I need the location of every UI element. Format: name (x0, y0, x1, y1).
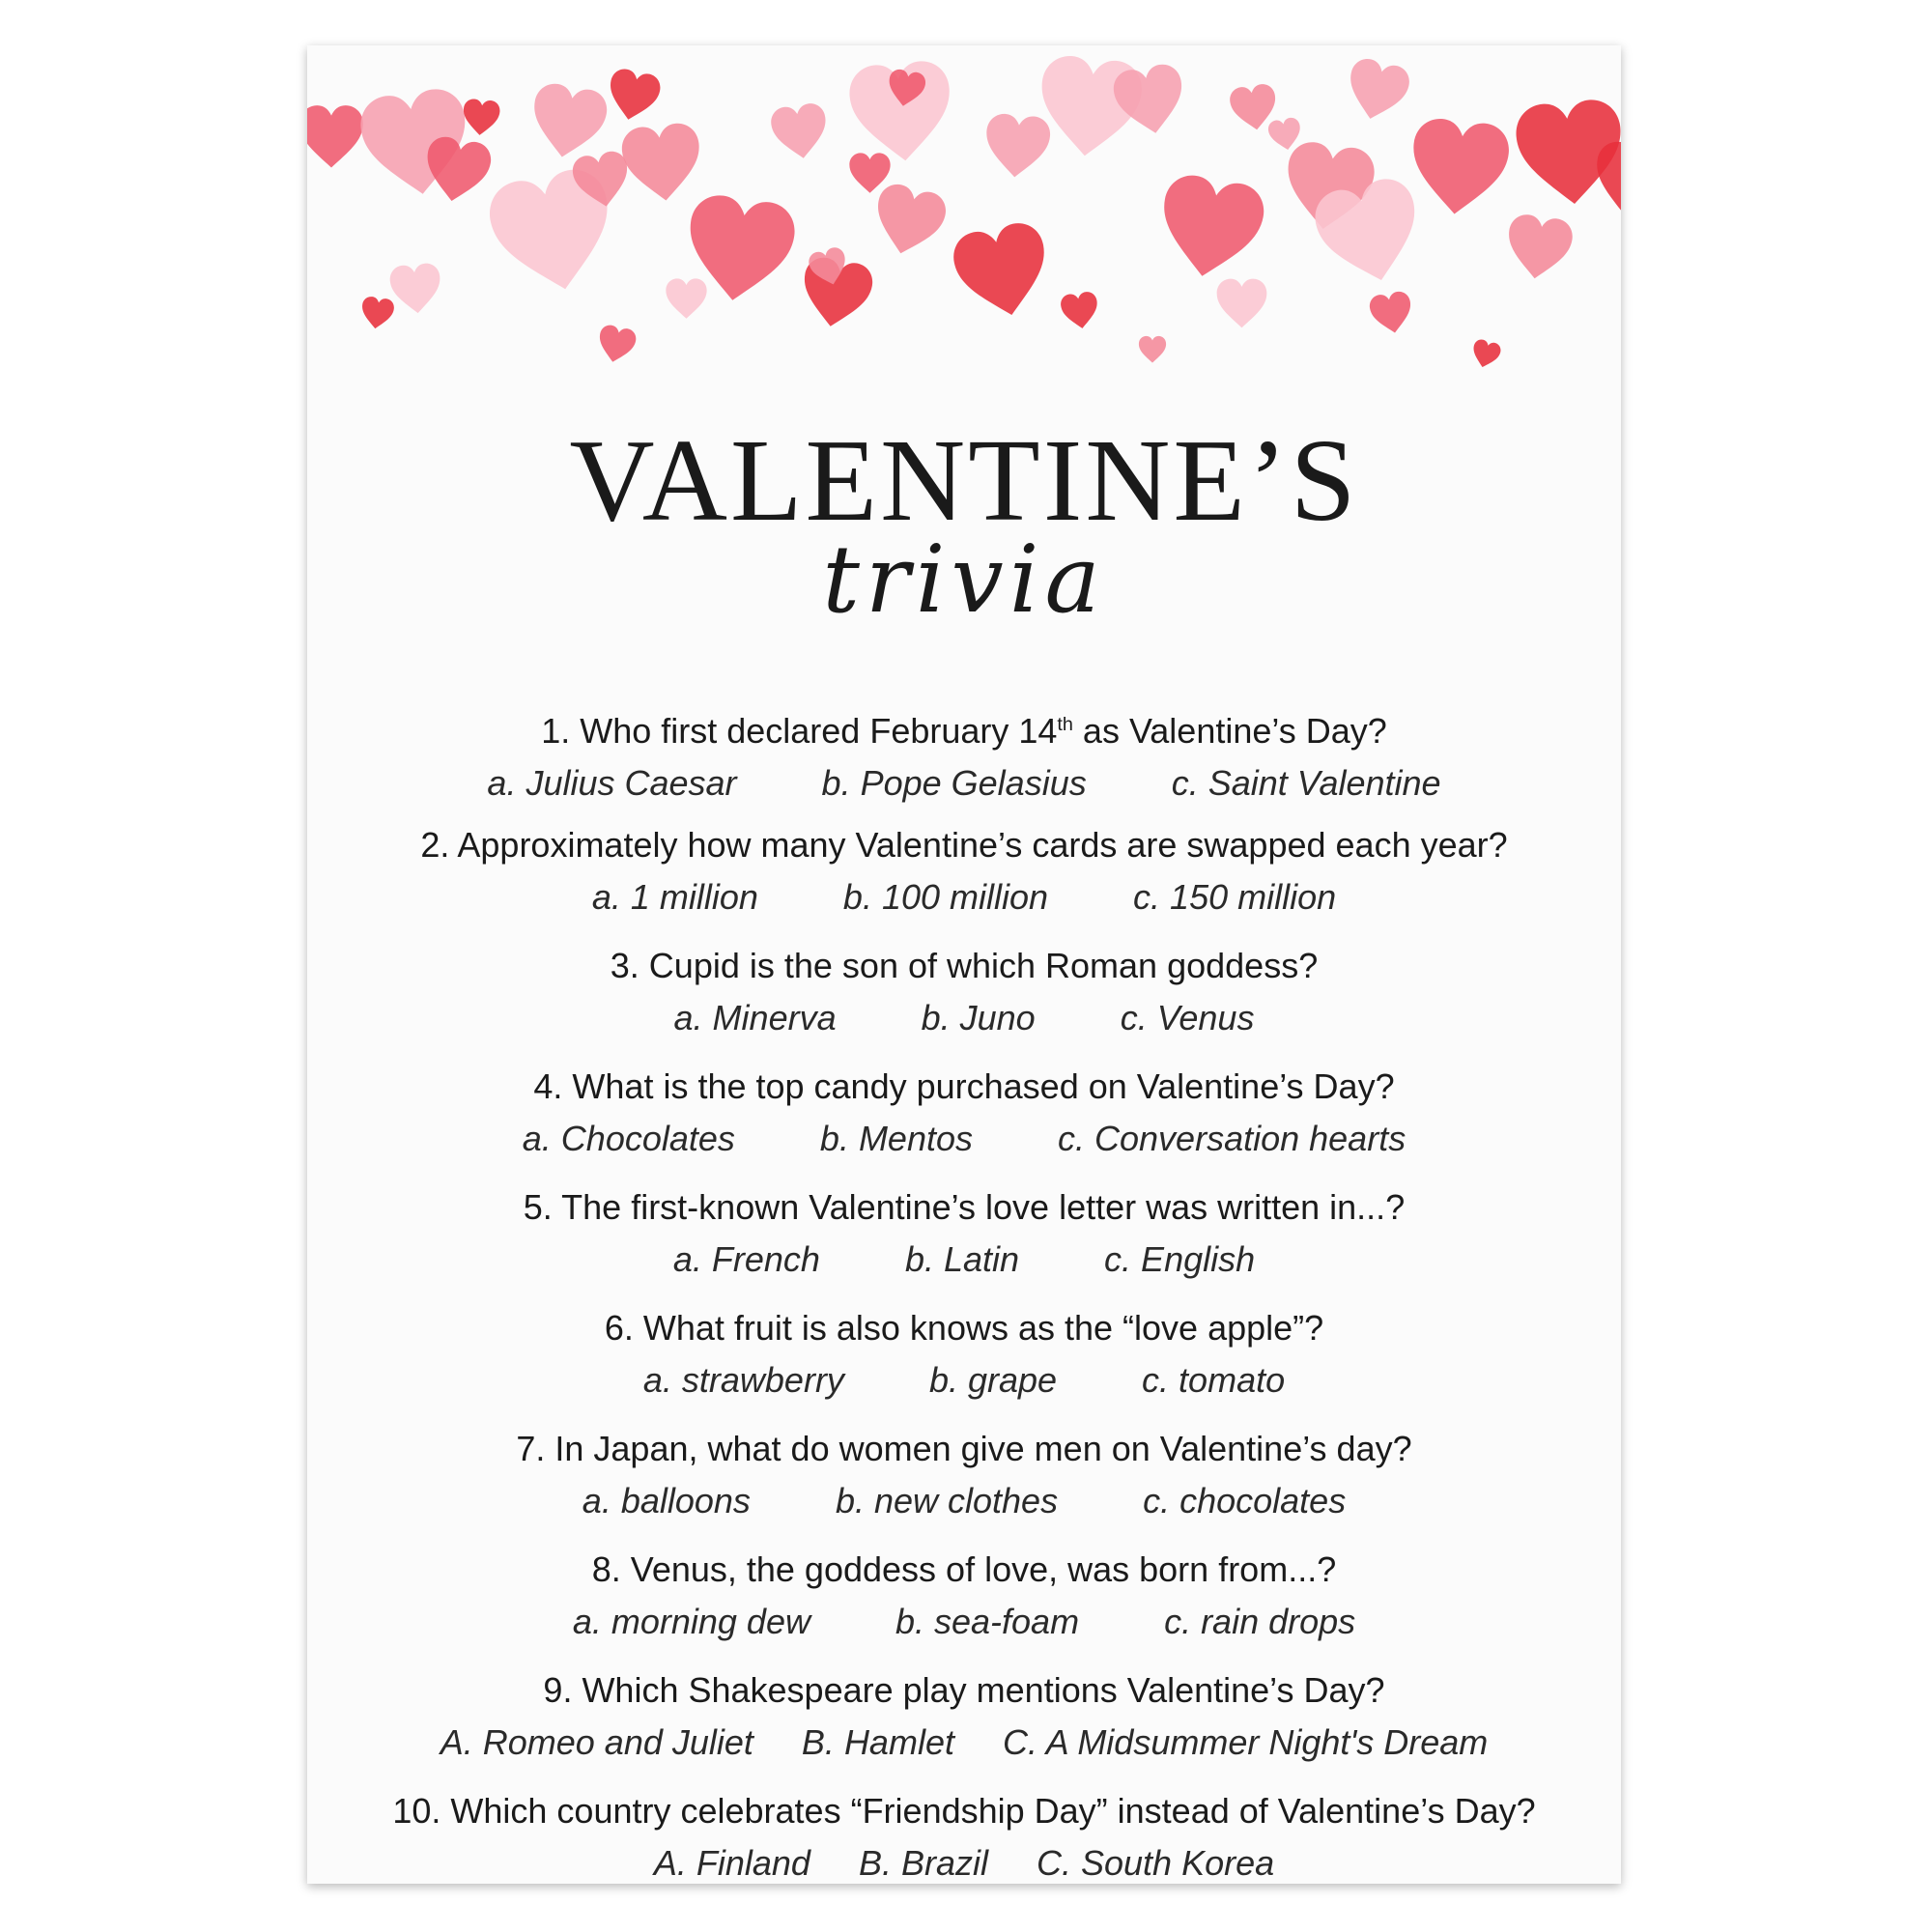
option-b: B. Brazil (858, 1843, 988, 1883)
option-a: a. Julius Caesar (487, 763, 737, 803)
option-c: c. rain drops (1164, 1602, 1356, 1641)
heart-icon (949, 218, 1056, 325)
option-c: c. tomato (1142, 1360, 1286, 1400)
option-b: b. Pope Gelasius (821, 763, 1087, 803)
heart-icon (1217, 279, 1267, 328)
question-text: 8. Venus, the goddess of love, was born from...? (591, 1549, 1337, 1589)
option-c: c. Saint Valentine (1171, 763, 1441, 803)
answer-options (307, 1477, 1621, 1525)
option-c: c. English (1104, 1239, 1256, 1279)
trivia-card (307, 45, 1621, 1884)
heart-icon (604, 67, 663, 125)
heart-icon (1368, 290, 1415, 336)
heart-icon (595, 324, 638, 366)
option-a: a. 1 million (591, 877, 758, 917)
heart-icon (620, 122, 705, 205)
page-title: VALENTINE’S (569, 415, 1359, 546)
question-text: 4. What is the top candy purchased on Valentine’s Day? (533, 1066, 1395, 1106)
option-b: b. 100 million (842, 877, 1049, 917)
hearts-banner (307, 45, 1621, 393)
option-b: b. Mentos (819, 1119, 974, 1158)
question-5 (307, 1183, 1621, 1304)
option-a: a. Minerva (673, 998, 837, 1037)
question-8 (307, 1546, 1621, 1666)
option-b: b. grape (928, 1360, 1058, 1400)
option-c: c. chocolates (1143, 1481, 1347, 1520)
option-b: B. Hamlet (801, 1722, 954, 1762)
heart-icon (1406, 116, 1511, 218)
option-a: A. Finland (653, 1843, 810, 1883)
heart-icon (1152, 171, 1267, 285)
heart-icon (307, 105, 363, 167)
option-c: c. Conversation hearts (1058, 1119, 1406, 1158)
heart-icon (666, 278, 706, 318)
question-text: 5. The first-known Valentine’s love letter was written in...? (523, 1187, 1406, 1227)
question-text: 1. Who first declared February 14th as Valentine’s Day? (541, 711, 1387, 751)
heart-icon (982, 112, 1051, 180)
answer-options (307, 1719, 1621, 1767)
option-b: b. sea-foam (895, 1602, 1080, 1641)
question-4 (307, 1063, 1621, 1183)
heart-icon (769, 101, 831, 162)
option-b: b. Latin (904, 1239, 1020, 1279)
heart-icon (1060, 291, 1100, 331)
option-a: a. strawberry (642, 1360, 844, 1400)
question-text: 2. Approximately how many Valentine’s cards are swapped each year? (420, 825, 1508, 865)
question-3 (307, 942, 1621, 1063)
question-text: 9. Which Shakespeare play mentions Valentine’s Day? (543, 1670, 1385, 1710)
option-c: c. 150 million (1133, 877, 1337, 917)
option-c: C. A Midsummer Night's Dream (1002, 1722, 1489, 1762)
option-a: a. balloons (582, 1481, 751, 1520)
heart-icon (388, 262, 442, 315)
answer-options (307, 1839, 1621, 1884)
heart-icon (1469, 338, 1502, 371)
heart-icon (849, 153, 890, 192)
question-1 (307, 700, 1621, 821)
question-9 (307, 1666, 1621, 1787)
heart-icon (462, 99, 501, 137)
question-text: 3. Cupid is the son of which Roman goddess? (610, 946, 1319, 985)
heart-icon (359, 296, 395, 330)
question-10 (307, 1787, 1621, 1884)
heart-icon (526, 80, 611, 163)
option-a: a. Chocolates (522, 1119, 735, 1158)
page-subtitle: trivia (822, 526, 1106, 634)
option-a: a. French (672, 1239, 820, 1279)
answer-options (307, 994, 1621, 1042)
question-text: 10. Which country celebrates “Friendship Day” instead of Valentine’s Day? (392, 1791, 1536, 1831)
heart-icon (867, 181, 950, 262)
answer-options (307, 1598, 1621, 1646)
question-list (307, 700, 1621, 1884)
option-c: c. Venus (1120, 998, 1255, 1037)
answer-options (307, 873, 1621, 922)
heart-icon (1111, 62, 1189, 139)
option-b: b. Juno (921, 998, 1036, 1037)
question-2 (307, 821, 1621, 942)
heart-icon (1139, 336, 1166, 363)
question-6 (307, 1304, 1621, 1425)
question-7 (307, 1425, 1621, 1546)
option-a: A. Romeo and Juliet (440, 1722, 753, 1762)
heart-icon (420, 134, 494, 207)
question-text: 7. In Japan, what do women give men on Valentine’s day? (516, 1429, 1412, 1468)
question-text: 6. What fruit is also knows as the “love apple”? (604, 1308, 1324, 1348)
answer-options (307, 1356, 1621, 1405)
option-c: C. South Korea (1036, 1843, 1275, 1883)
answer-options (307, 759, 1621, 808)
answer-options (307, 1115, 1621, 1163)
answer-options (307, 1236, 1621, 1284)
heart-icon (1503, 213, 1575, 283)
option-b: b. new clothes (835, 1481, 1059, 1520)
option-a: a. morning dew (572, 1602, 810, 1641)
heart-icon (1342, 55, 1413, 126)
